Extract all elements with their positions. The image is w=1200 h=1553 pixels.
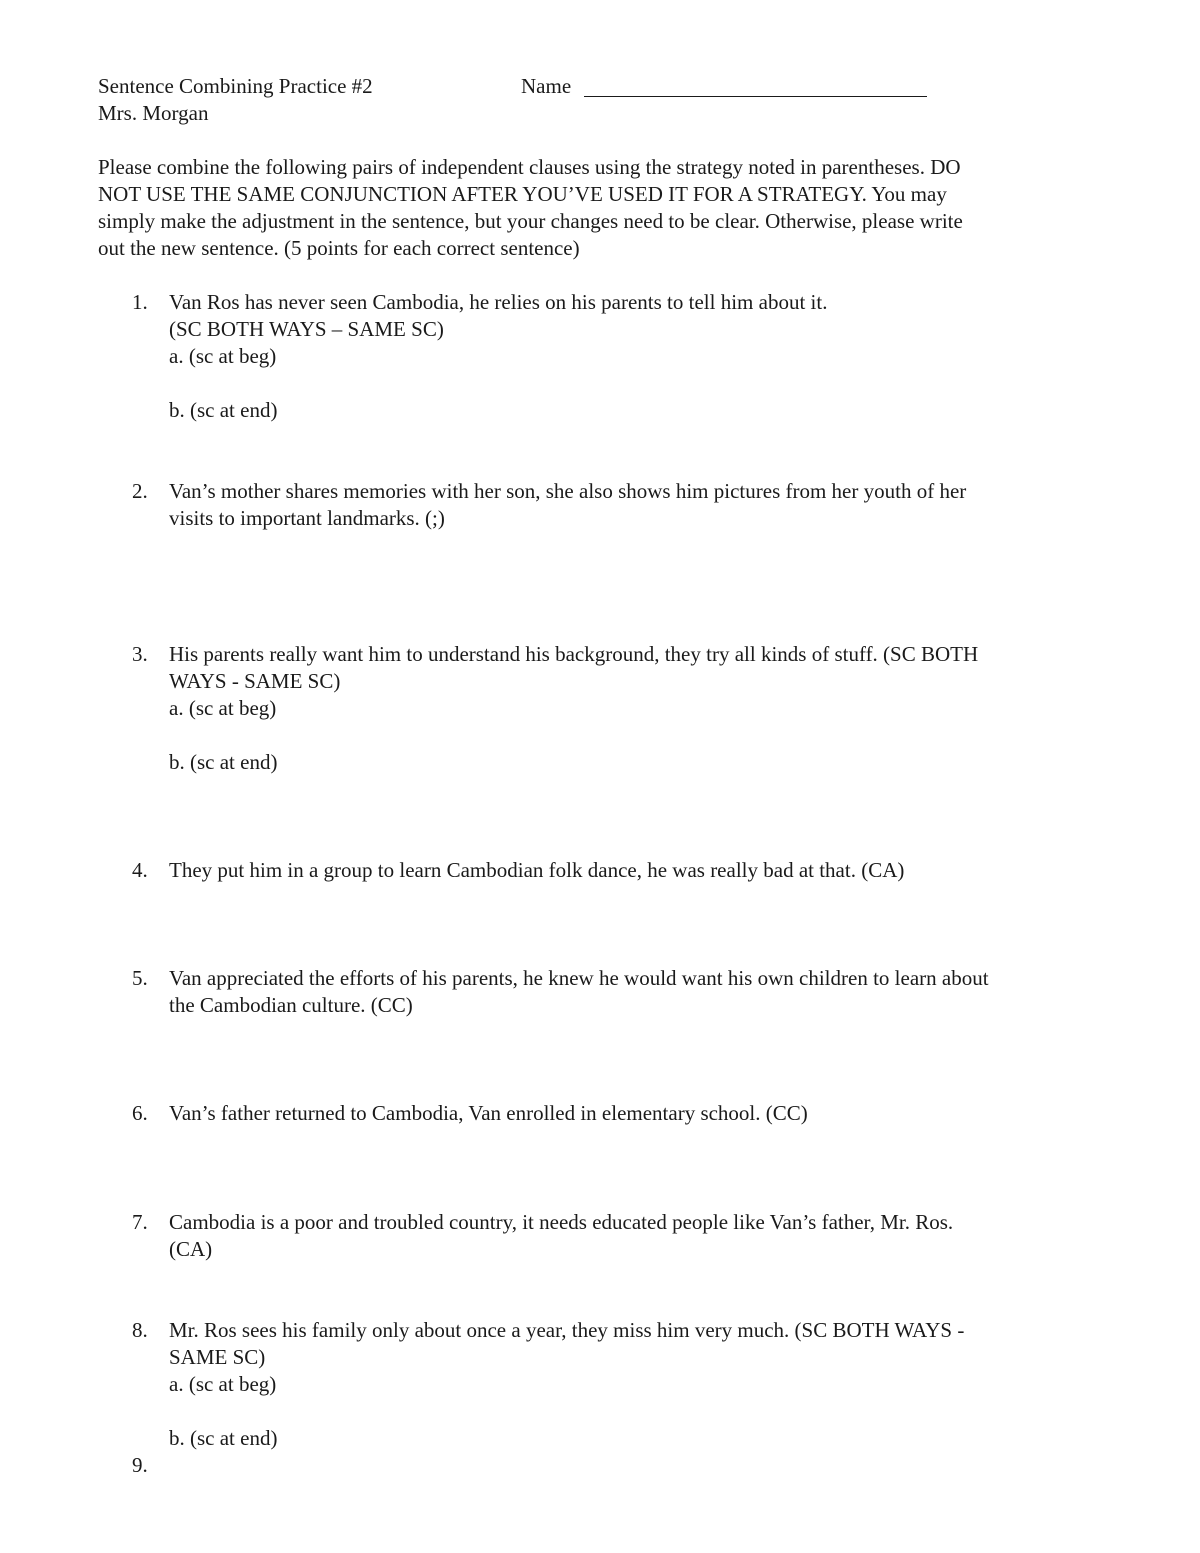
question-text	[169, 289, 1109, 424]
question-text	[169, 478, 1109, 532]
question-number: 1.	[132, 290, 148, 314]
instructions	[98, 154, 1098, 262]
part-b-label: b. (sc at end)	[169, 1426, 278, 1450]
question-line: (SC BOTH WAYS – SAME SC)	[169, 317, 444, 341]
instruction-line: out the new sentence. (5 points for each correct sentence)	[98, 236, 580, 260]
question-line: His parents really want him to understand his background, they try all kinds of stuff. (SC BOTH	[169, 642, 979, 666]
part-b-label: b. (sc at end)	[169, 750, 278, 774]
question-line: Van’s mother shares memories with her son, she also shows him pictures from her youth of her	[169, 479, 967, 503]
part-b-label: b. (sc at end)	[169, 398, 278, 422]
question-line: visits to important landmarks. (;)	[169, 506, 445, 530]
question-number: 8.	[132, 1318, 148, 1342]
instruction-line: simply make the adjustment in the sentence, but your changes need to be clear. Otherwise, please write	[98, 209, 963, 233]
question-line: Van’s father returned to Cambodia, Van enrolled in elementary school. (CC)	[169, 1101, 808, 1125]
question-number: 9.	[132, 1453, 148, 1477]
part-a-label: a. (sc at beg)	[169, 696, 277, 720]
name-blank-line[interactable]	[584, 96, 927, 97]
question-text	[169, 965, 1109, 1019]
question-line: (CA)	[169, 1237, 213, 1261]
question-number: 6.	[132, 1101, 148, 1125]
instruction-line: Please combine the following pairs of independent clauses using the strategy noted in parentheses. DO	[98, 155, 961, 179]
question-line: Cambodia is a poor and troubled country, it needs educated people like Van’s father, Mr. Ros.	[169, 1210, 954, 1234]
name-label: Name	[521, 74, 572, 98]
question-line: WAYS - SAME SC)	[169, 669, 341, 693]
part-a-label: a. (sc at beg)	[169, 344, 277, 368]
question-line: Van Ros has never seen Cambodia, he relies on his parents to tell him about it.	[169, 290, 828, 314]
question-line: the Cambodian culture. (CC)	[169, 993, 413, 1017]
worksheet-title: Sentence Combining Practice #2	[98, 74, 373, 98]
question-text	[169, 1317, 1109, 1452]
question-number: 5.	[132, 966, 148, 990]
question-line: They put him in a group to learn Cambodian folk dance, he was really bad at that. (CA)	[169, 858, 905, 882]
question-text	[169, 641, 1109, 776]
question-text	[169, 1100, 1109, 1127]
instruction-line: NOT USE THE SAME CONJUNCTION AFTER YOU’VE USED IT FOR A STRATEGY. You may	[98, 182, 947, 206]
part-a-label: a. (sc at beg)	[169, 1372, 277, 1396]
question-text	[169, 857, 1109, 884]
question-number: 4.	[132, 858, 148, 882]
question-number: 3.	[132, 642, 148, 666]
question-number: 2.	[132, 479, 148, 503]
question-line: SAME SC)	[169, 1345, 266, 1369]
question-number: 7.	[132, 1210, 148, 1234]
teacher-name: Mrs. Morgan	[98, 101, 209, 125]
question-line: Mr. Ros sees his family only about once a year, they miss him very much. (SC BOTH WAYS -	[169, 1318, 965, 1342]
question-text	[169, 1209, 1109, 1263]
question-line: Van appreciated the efforts of his parents, he knew he would want his own children to learn about	[169, 966, 989, 990]
